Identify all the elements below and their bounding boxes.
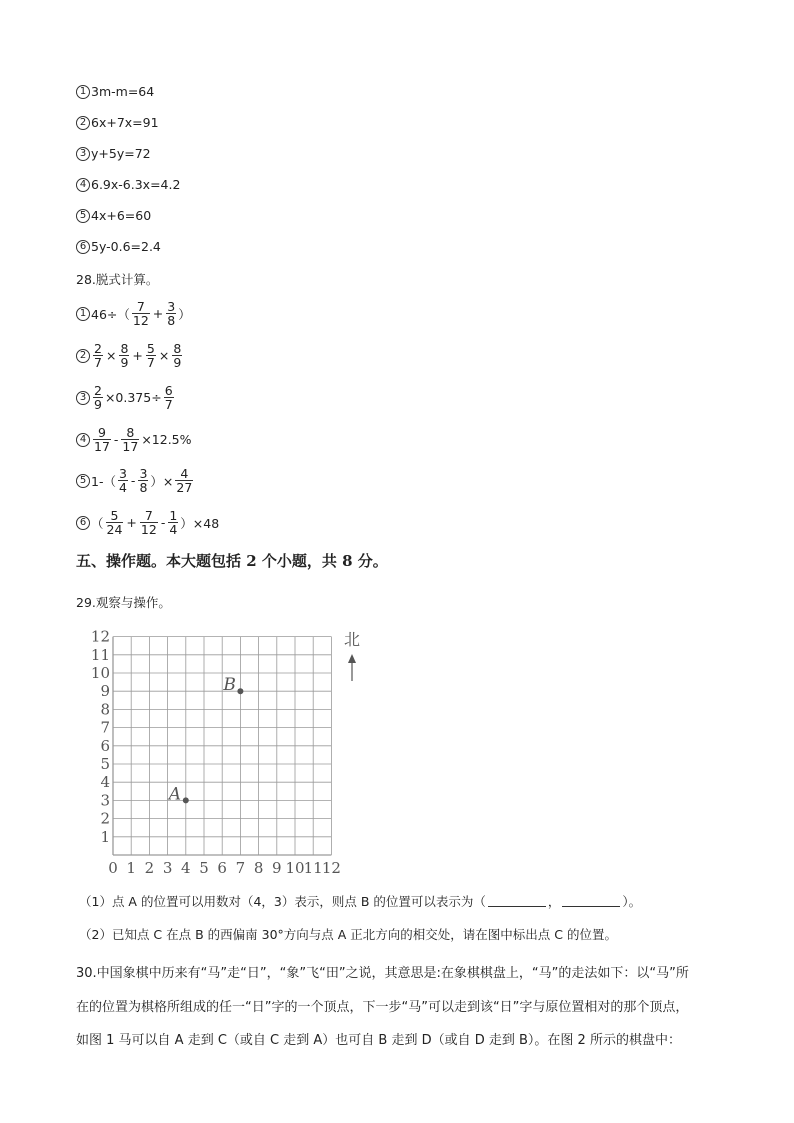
x-tick-label: 8 (253, 859, 264, 877)
y-tick-label: 2 (100, 809, 110, 828)
calc-item-2 (76, 342, 184, 369)
fraction: $\frac{4}{27}$ (176, 466, 193, 496)
expr-suffix: ×12.5% (141, 432, 192, 448)
question-28-title: 28.脱式计算。 (76, 272, 159, 287)
circled-number: 5 (76, 209, 90, 223)
x-tick-label: 10 (285, 859, 305, 877)
calc-item-5 (76, 467, 195, 494)
operator: + (152, 306, 164, 322)
equation-text: 5y-0.6=2.4 (91, 239, 161, 254)
operator: + (132, 348, 143, 364)
fraction: $\frac{3}{8}$ (139, 466, 148, 496)
fraction: $\frac{7}{12}$ (140, 508, 157, 538)
calc-item-1 (76, 300, 191, 327)
equation-text: 4x+6=60 (91, 208, 152, 223)
q29-sub2: （2）已知点 C 在点 B 的西偏南 30°方向与点 A 正北方向的相交处，请在图中标出点 C 的位置。 (79, 927, 617, 942)
calc-item-3 (76, 384, 176, 411)
x-tick-label: 7 (235, 859, 246, 877)
x-tick-label: 3 (162, 859, 173, 877)
equation-1 (76, 84, 154, 99)
y-tick-label: 3 (100, 791, 110, 810)
equation-text: 6x+7x=91 (91, 115, 159, 130)
y-tick-label: 10 (90, 664, 110, 682)
y-tick-label: 9 (100, 682, 110, 701)
fraction: $\frac{3}{8}$ (167, 299, 176, 329)
equation-6 (76, 239, 161, 254)
q29-sub1-text: （1）点 A 的位置可以用数对（4，3）表示，则点 B 的位置可以表示为（ (79, 894, 486, 909)
fraction: $\frac{5}{7}$ (146, 341, 155, 371)
north-arrow-icon (348, 654, 356, 663)
question-29-title: 29.观察与操作。 (76, 595, 171, 610)
q29-sub1-comma: ， (547, 894, 561, 909)
fraction: $\frac{2}{9}$ (94, 383, 102, 413)
y-tick-label: 8 (100, 700, 110, 719)
point-label-b: B (223, 675, 236, 696)
circled-number: 2 (76, 349, 90, 363)
point-label-a: A (168, 784, 182, 805)
fraction: $\frac{8}{9}$ (173, 341, 182, 371)
calc-item-6 (76, 509, 219, 536)
circled-number: 3 (76, 147, 90, 161)
answer-blank-2[interactable] (562, 895, 620, 907)
x-axis-tick-labels (108, 859, 341, 877)
expr-prefix: 46÷（ (91, 306, 130, 322)
expr-middle: ×0.375÷ (104, 390, 162, 406)
fraction: $\frac{3}{4}$ (118, 466, 127, 496)
x-tick-label: 4 (181, 859, 191, 877)
expr-prefix: （ (91, 515, 104, 531)
circled-number: 4 (76, 178, 90, 192)
circled-number: 4 (76, 433, 90, 447)
circled-number: 6 (76, 240, 90, 254)
fraction: $\frac{8}{17}$ (122, 425, 139, 455)
fraction: $\frac{9}{17}$ (94, 425, 110, 455)
q29-sub1 (79, 892, 641, 910)
y-tick-label: 5 (100, 755, 110, 773)
circled-number: 1 (76, 307, 90, 321)
point-a (183, 797, 189, 803)
answer-blank-1[interactable] (488, 895, 546, 907)
x-tick-label: 0 (108, 859, 118, 877)
circled-number: 3 (76, 391, 90, 405)
equation-text: y+5y=72 (91, 146, 151, 161)
y-tick-label: 1 (100, 827, 110, 846)
operator: × (105, 348, 117, 364)
equation-2 (76, 115, 159, 130)
y-tick-label: 6 (100, 736, 110, 755)
x-tick-label: 9 (272, 859, 282, 877)
equation-text: 3m-m=64 (91, 84, 155, 99)
north-label: 北 (343, 630, 361, 649)
circled-number: 2 (76, 116, 90, 130)
coordinate-grid (86, 624, 376, 879)
equation-text: 6.9x-6.3x=4.2 (91, 177, 181, 192)
operator: - (160, 515, 166, 531)
calc-item-4 (76, 426, 192, 453)
grid-points (167, 675, 244, 804)
expr-prefix: 1-（ (91, 473, 116, 489)
x-tick-label: 11 (303, 859, 323, 877)
circled-number: 6 (76, 516, 90, 530)
fraction: $\frac{2}{7}$ (94, 341, 102, 371)
y-axis-tick-labels (91, 628, 110, 846)
x-tick-label: 5 (199, 859, 209, 877)
operator: - (113, 432, 119, 448)
point-b (237, 688, 243, 694)
expr-suffix: ） (178, 306, 191, 322)
x-tick-label: 6 (217, 859, 227, 877)
fraction: $\frac{5}{24}$ (106, 508, 123, 538)
y-tick-label: 12 (90, 627, 110, 646)
equation-4 (76, 177, 180, 192)
x-tick-label: 1 (126, 859, 136, 877)
q30-line-3: 如图 1 马可以自 A 走到 C（或自 C 走到 A）也可自 B 走到 D（或自 D 走到 B）。在图 2 所示的棋盘中： (76, 1033, 681, 1048)
circled-number: 5 (76, 474, 90, 488)
operator: - (130, 473, 136, 489)
section-5-heading: 五、操作题。本大题包括 2 个小题，共 8 分。 (76, 552, 388, 570)
x-tick-label: 2 (144, 859, 155, 877)
fraction: $\frac{7}{12}$ (132, 299, 149, 329)
equation-3 (76, 146, 151, 161)
fraction: $\frac{6}{7}$ (164, 383, 173, 413)
equation-5 (76, 208, 151, 223)
y-tick-label: 11 (90, 645, 110, 664)
grid-lines (113, 637, 331, 855)
x-tick-label: 12 (321, 859, 341, 877)
operator: × (158, 348, 170, 364)
q30-line-2: 在的位置为棋格所组成的任一“日”字的一个顶点，下一步“马”可以走到该“日”字与原位置相对的那个顶点， (76, 1000, 689, 1015)
fraction: $\frac{8}{9}$ (120, 341, 129, 371)
fraction: $\frac{1}{4}$ (169, 508, 178, 538)
operator: + (126, 515, 137, 531)
circled-number: 1 (76, 85, 90, 99)
q30-line-1: 30.中国象棋中历来有“马”走“日”，“象”飞“田”之说，其意思是:在象棋棋盘上，“马”的走法如下：以“马”所 (76, 966, 689, 981)
y-tick-label: 4 (100, 773, 110, 792)
q29-sub1-end: ）。 (622, 894, 642, 909)
expr-suffix: ）×48 (180, 515, 220, 531)
north-indicator (344, 630, 360, 681)
y-tick-label: 7 (100, 718, 110, 737)
expr-middle: ）× (150, 473, 174, 489)
